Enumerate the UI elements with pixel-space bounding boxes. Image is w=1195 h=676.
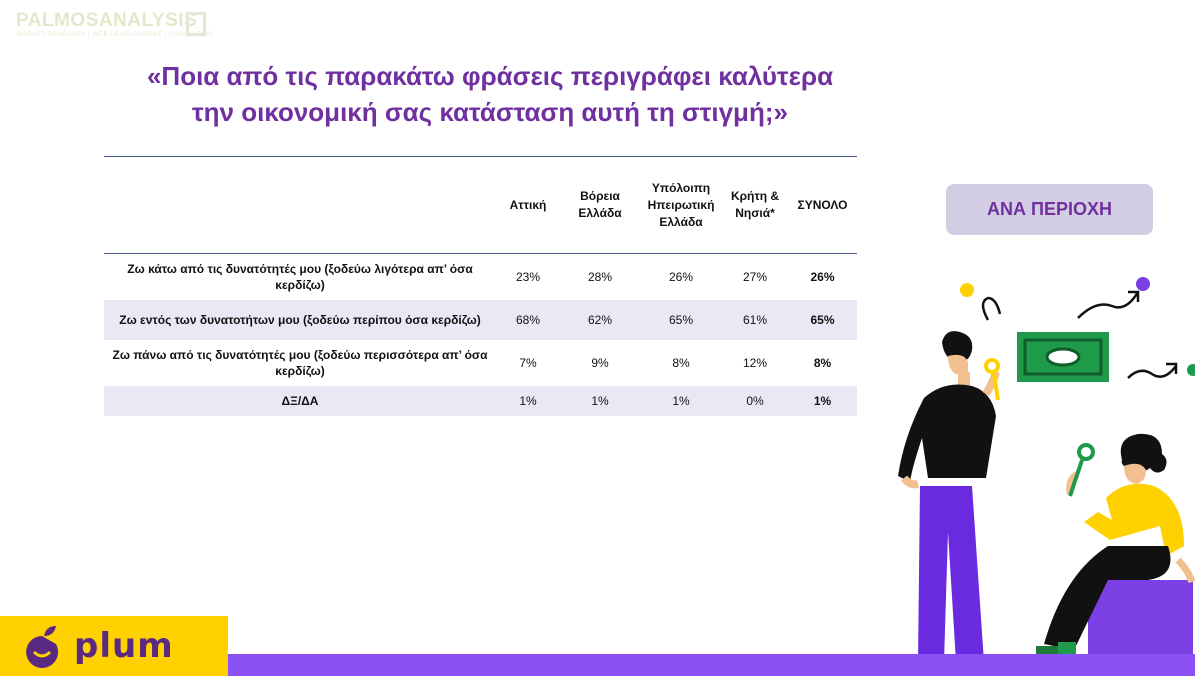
magnifier-icon bbox=[986, 360, 998, 372]
row-label: Ζω εντός των δυνατοτήτων μου (ξοδεύω περίπου όσα κερδίζω) bbox=[104, 300, 496, 340]
results-table bbox=[104, 156, 857, 416]
cell-value: 28% bbox=[587, 270, 613, 284]
plum-logo bbox=[0, 616, 228, 676]
man-figure bbox=[898, 331, 998, 676]
cell-value: 27% bbox=[742, 270, 768, 284]
logo-tagline: MARKET RESEARCH | WEB DEVELOPMENT | CONSULTING bbox=[17, 32, 214, 38]
purple-dot-icon bbox=[1136, 277, 1150, 291]
row-label: ΔΞ/ΔΑ bbox=[104, 386, 496, 416]
cell-value: 8% bbox=[672, 356, 690, 370]
title-line-2: την οικονομική σας κατάσταση αυτή τη στιγμή;» bbox=[192, 97, 788, 127]
cell-value: 23% bbox=[515, 270, 541, 284]
curved-arrow-icon bbox=[1128, 364, 1176, 378]
plum-wordmark: plum bbox=[74, 626, 174, 666]
palmos-analysis-logo bbox=[16, 10, 216, 44]
row-label: Ζω πάνω από τις δυνατότητές μου (ξοδεύω περισσότερα απ’ όσα κερδίζω) bbox=[112, 348, 488, 378]
cell-value: 1% bbox=[496, 386, 560, 416]
logo-frame-icon bbox=[186, 12, 206, 36]
header-voreia-ellada: Βόρεια Ελλάδα bbox=[560, 157, 640, 254]
footer-bar bbox=[228, 654, 1195, 676]
cell-total: 8% bbox=[813, 356, 832, 370]
plum-mark-icon bbox=[18, 622, 68, 672]
table-row bbox=[104, 300, 857, 340]
magnifier-icon bbox=[1079, 445, 1093, 459]
slide-title bbox=[60, 58, 920, 130]
cell-total: 1% bbox=[788, 386, 857, 416]
row-label: Ζω κάτω από τις δυνατότητές μου (ξοδεύω λιγότερα απ’ όσα κερδίζω) bbox=[127, 262, 473, 292]
table-row bbox=[104, 340, 857, 386]
curved-arrow-icon bbox=[1078, 292, 1138, 318]
cell-value: 7% bbox=[519, 356, 537, 370]
region-badge: ΑΝΑ ΠΕΡΙΟΧΗ bbox=[946, 184, 1153, 235]
logo-wordmark: PALMOSANALYSIS bbox=[16, 10, 198, 31]
cell-value: 26% bbox=[668, 270, 694, 284]
yellow-dot-icon bbox=[960, 283, 974, 297]
table-row bbox=[104, 254, 857, 301]
header-ypoloipi-ipeirotiki: Υπόλοιπη Ηπειρωτική Ελλάδα bbox=[640, 157, 722, 254]
squiggle-arrow-icon bbox=[983, 298, 1000, 320]
woman-figure bbox=[1036, 434, 1193, 676]
research-illustration bbox=[860, 270, 1195, 676]
table-header-row bbox=[104, 157, 857, 254]
header-empty bbox=[104, 157, 496, 254]
cell-total: 26% bbox=[810, 270, 835, 284]
cell-value: 12% bbox=[742, 356, 768, 370]
header-synolo: ΣΥΝΟΛΟ bbox=[788, 157, 857, 254]
cell-value: 62% bbox=[560, 300, 640, 340]
cell-value: 65% bbox=[640, 300, 722, 340]
cell-value: 68% bbox=[496, 300, 560, 340]
cell-value: 0% bbox=[722, 386, 788, 416]
cell-total: 65% bbox=[788, 300, 857, 340]
cell-value: 1% bbox=[640, 386, 722, 416]
green-dot-icon bbox=[1187, 364, 1195, 376]
banknote-icon bbox=[1017, 332, 1109, 382]
header-kriti-nisia: Κρήτη & Νησιά* bbox=[722, 157, 788, 254]
cell-value: 1% bbox=[560, 386, 640, 416]
title-line-1: «Ποια από τις παρακάτω φράσεις περιγράφει καλύτερα bbox=[146, 61, 834, 91]
table-row bbox=[104, 386, 857, 416]
cell-value: 9% bbox=[591, 356, 609, 370]
header-attiki: Αττική bbox=[496, 157, 560, 254]
cell-value: 61% bbox=[722, 300, 788, 340]
